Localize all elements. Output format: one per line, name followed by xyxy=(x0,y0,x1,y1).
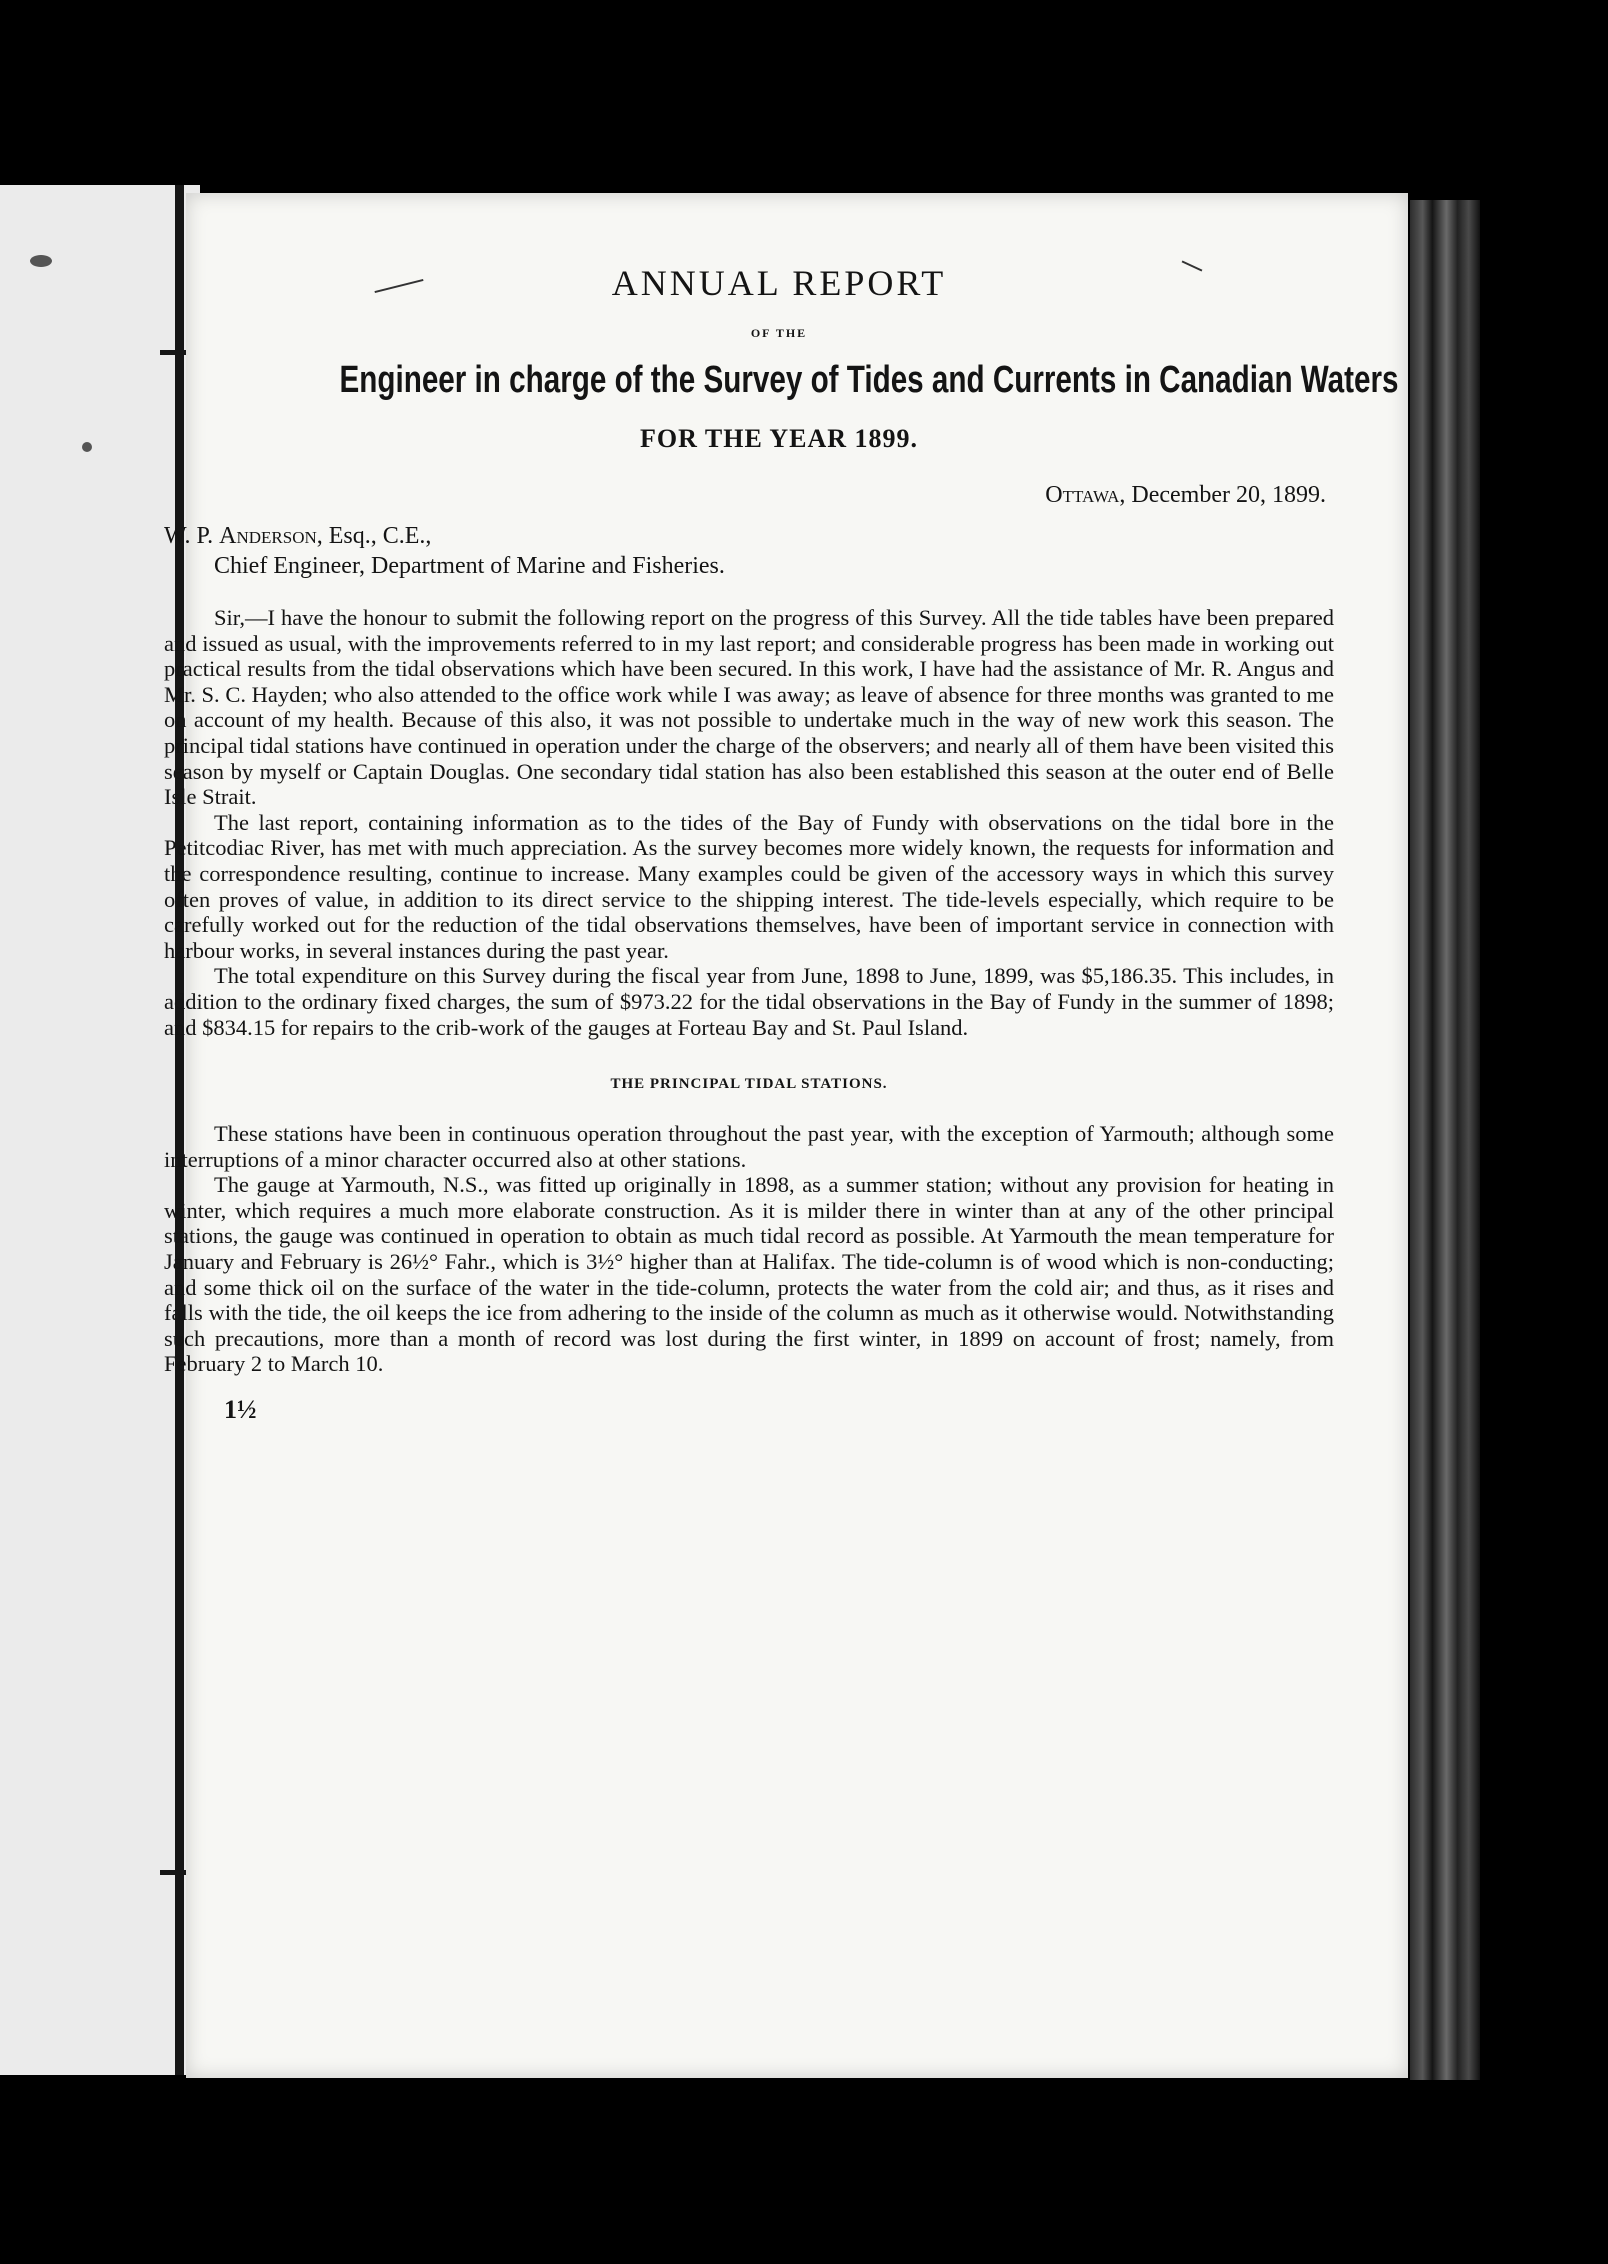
paragraph: The gauge at Yarmouth, N.S., was fitted up originally in 1898, as a summer station; without any provision for heating in winter, which requires a much more elaborate construction. As it is milder there in winter than at any of the other principal stations, the gauge was continued in operation to obtain as much tidal record as possible. At Yarmouth the mean temperature for January and February is 26½° Fahr., which is 3½° higher than at Halifax. The tide-column is of wood which is non-conducting; and some thick oil on the surface of the water in the tide-column, protects the water from the cold air; and thus, as it rises and falls with the tide, the oil keeps the ice from adhering to the inside of the column as much as it otherwise would. Notwithstanding such precautions, more than a month of record was lost during the first winter, in 1899 on account of frost; namely, from February 2 to March 10. xyxy=(164,1172,1334,1377)
document-content xyxy=(164,262,1399,1425)
book-edge xyxy=(1410,200,1480,2080)
addressee xyxy=(164,521,1334,581)
report-title: ANNUAL REPORT xyxy=(611,263,947,303)
dateline-place: Ottawa, xyxy=(1045,482,1126,508)
paragraph: The total expenditure on this Survey during the fiscal year from June, 1898 to June, 1899, was $5,186.35. This includes, in addition to the ordinary fixed charges, the sum of $973.22 for the tidal observations in the Bay of Fundy in the summer of 1898; and $834.15 for repairs to the crib-work of the gauges at Forteau Bay and St. Paul Island. xyxy=(164,963,1334,1040)
page-number: 1½ xyxy=(224,1395,257,1425)
ink-speck xyxy=(82,442,92,452)
report-subtitle: Engineer in charge of the Survey of Tides and Currents in Canadian Waters xyxy=(339,359,1399,401)
addressee-position: Chief Engineer, Department of Marine and Fisheries. xyxy=(214,553,725,579)
ink-speck xyxy=(30,255,52,267)
report-of-the: OF THE xyxy=(750,326,808,340)
paragraph: Sir,—I have the honour to submit the following report on the progress of this Survey. All the tide tables have been prepared and issued as usual, with the improvements referred to in my last report; and considerable progress has been made in working out practical results from the tidal observations which have been secured. In this work, I have had the assistance of Mr. R. Angus and Mr. S. C. Hayden; who also attended to the office work while I was away; as leave of absence for three months was granted to me on account of my health. Because of this also, it was not possible to undertake much in the way of new work this season. The principal tidal stations have continued in operation under the charge of the observers; and nearly all of them have been visited this season by myself or Captain Douglas. One secondary tidal station has also been established this season at the outer end of Belle Isle Strait. xyxy=(164,605,1334,810)
paragraph: The last report, containing information as to the tides of the Bay of Fundy with observations on the tidal bore in the Petitcodiac River, has met with much appreciation. As the survey becomes more widely known, the requests for information and the correspondence resulting, continue to increase. Many examples could be given of the accessory ways in which this survey often proves of value, in addition to its direct service to the shipping interest. The tide-levels especially, which require to be carefully worked out for the reduction of the tidal observations themselves, have been of important service in connection with harbour works, in several instances during the past year. xyxy=(164,809,1334,963)
paragraph: These stations have been in continuous operation throughout the past year, with the exception of Yarmouth; although some interruptions of a minor character occurred also at other stations. xyxy=(164,1121,1334,1172)
report-year: FOR THE YEAR 1899. xyxy=(639,424,919,453)
section-heading: THE PRINCIPAL TIDAL STATIONS. xyxy=(610,1076,888,1093)
dateline-date: December 20, 1899. xyxy=(1125,482,1326,508)
dateline xyxy=(164,482,1334,509)
addressee-name: W. P. Anderson, Esq., C.E., xyxy=(164,523,432,549)
